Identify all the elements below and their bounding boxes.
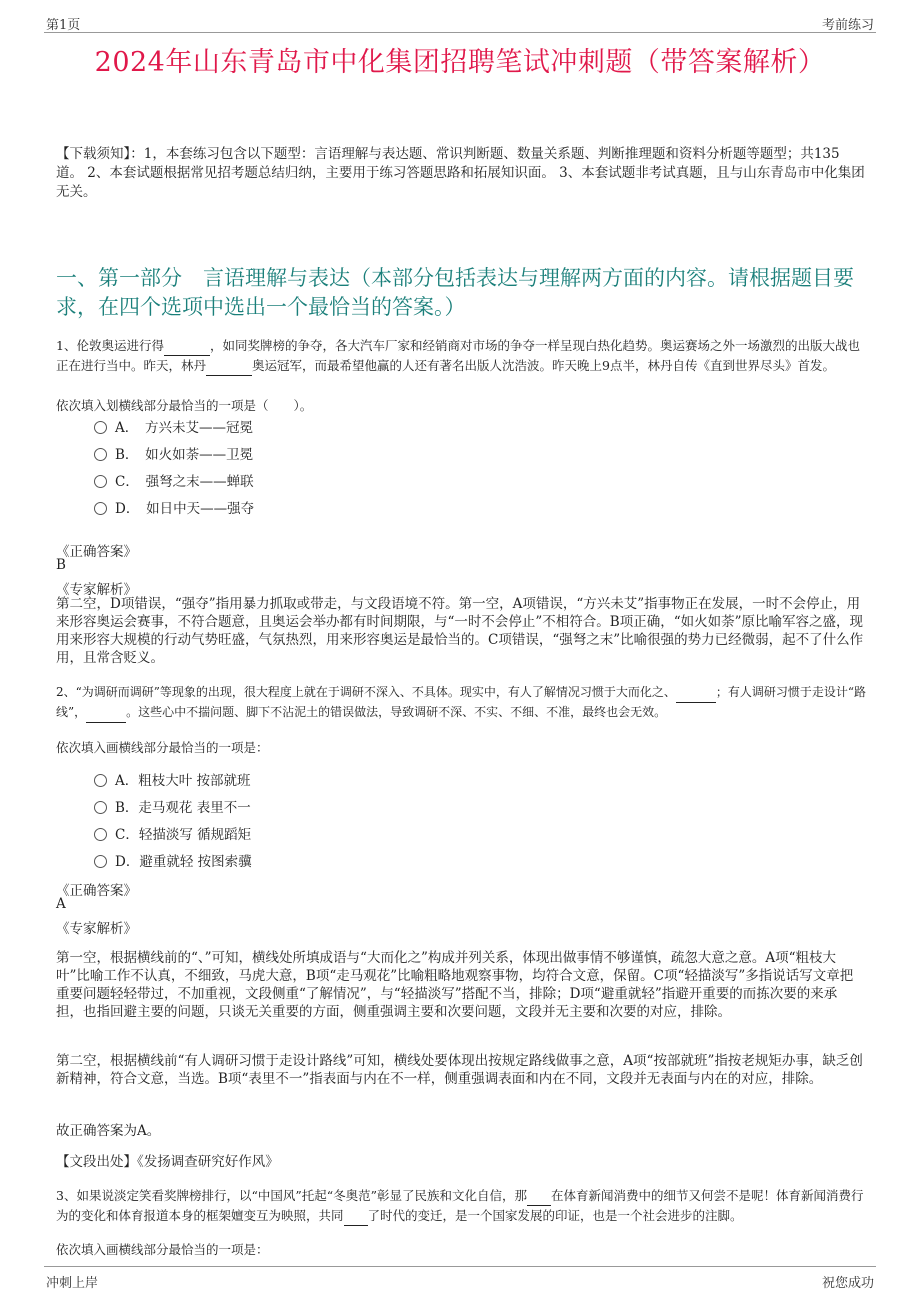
question-1-stem xyxy=(56,336,868,376)
answer-label: 《正确答案》 xyxy=(56,883,137,899)
radio-icon[interactable] xyxy=(94,421,107,434)
blank-line xyxy=(527,1186,551,1206)
question-2-analysis-1: 第一空，根据横线前的“、”可知，横线处所填成语与“大而化之”构成并列关系，体现出做事情不够谨慎，疏忽大意之意。A项“粗枝大叶”比喻工作不认真，不细致，马虎大意，B项“走马观花”比喻粗略地观察事物，均符合文意，保留。C项“轻描淡写”多指说话写文章把重要问题轻轻带过，不加重视，文段侧重“了解情况”，与“轻描淡写”搭配不当，排除；D项“避重就轻”指避开重要的而拣次要的来承担，也指回避主要的问题，只谈无关重要的方面，侧重强调主要和次要问题，文段并无主要和次要的对应，排除。 xyxy=(56,950,854,1020)
blank-line xyxy=(344,1206,368,1226)
option-label: A． 方兴未艾——冠冕 xyxy=(115,420,253,436)
analysis-label: 《专家解析》 xyxy=(56,921,137,937)
blank-line xyxy=(86,703,126,723)
question-3-stem xyxy=(56,1186,868,1226)
question-1-option-b[interactable] xyxy=(94,443,253,463)
option-label: A．粗枝大叶 按部就班 xyxy=(115,773,251,789)
radio-icon[interactable] xyxy=(94,475,107,488)
radio-icon[interactable] xyxy=(94,448,107,461)
footer-right: 祝您成功 xyxy=(821,1276,874,1291)
radio-icon[interactable] xyxy=(94,801,107,814)
question-2-stem xyxy=(56,683,868,723)
option-label: B．走马观花 表里不一 xyxy=(115,800,251,816)
radio-icon[interactable] xyxy=(94,774,107,787)
question-2-option-c[interactable] xyxy=(94,823,251,843)
question-1-text-3: 奥运冠军，而最希望他赢的人还有著名出版人沈浩波。昨天晚上9点半，林丹自传《直到世界尽头》首发。 xyxy=(252,358,835,373)
radio-icon[interactable] xyxy=(94,855,107,868)
question-2-option-a[interactable] xyxy=(94,769,251,789)
question-1-option-d[interactable] xyxy=(94,497,254,517)
analysis-label: 《专家解析》 xyxy=(56,582,137,598)
question-3-text-1: 3、如果说淡定笑看奖牌榜排行，以“中国风”托起“冬奥范”彰显了民族和文化自信，那 xyxy=(56,1188,528,1203)
blank-line xyxy=(206,356,252,376)
question-2-answer: A xyxy=(56,896,66,912)
question-1-answer: B xyxy=(56,557,66,573)
radio-icon[interactable] xyxy=(94,502,107,515)
question-3-prompt: 依次填入画横线部分最恰当的一项是： xyxy=(56,1242,269,1257)
question-1-prompt: 依次填入划横线部分最恰当的一项是（ ）。 xyxy=(56,398,313,413)
page-header xyxy=(44,10,876,33)
question-3-text-3: 了时代的变迁，是一个国家发展的印证，也是一个社会进步的注脚。 xyxy=(367,1208,743,1223)
question-2-text-2: ；有人调研习惯于走设计“路线”， xyxy=(56,685,867,719)
question-2-prompt: 依次填入画横线部分最恰当的一项是： xyxy=(56,740,269,755)
question-2-source: 【文段出处】《发扬调查研究好作风》 xyxy=(56,1154,279,1170)
question-1-analysis: 第二空，D项错误，“强夺”指用暴力抓取或带走，与文段语境不符。第一空，A项错误，“方兴未艾”指事物正在发展，一时不会停止，用来形容奥运会赛事，不符合题意，且奥运会举办都有时间期限，与“一时不会停止”不相符合。B项正确，“如火如荼”原比喻军容之盛，现用来形容大规模的行动气势旺盛，气氛热烈，用来形容奥运是最恰当的。C项错误，“强弩之末”比喻很强的势力已经微弱，起不了什么作用，且常含贬义。 xyxy=(56,596,864,666)
question-2-option-d[interactable] xyxy=(94,850,252,870)
question-1-option-a[interactable] xyxy=(94,416,253,436)
option-label: C． 强弩之末——蝉联 xyxy=(115,474,254,490)
blank-line xyxy=(676,683,716,703)
question-2-text-1: 2、“为调研而调研”等现象的出现，很大程度上就在于调研不深入、不具体。现实中，有人了解情况习惯于大而化之、 xyxy=(56,685,676,699)
radio-icon[interactable] xyxy=(94,828,107,841)
answer-label: 《正确答案》 xyxy=(56,544,137,560)
page-number: 第1页 xyxy=(46,18,81,33)
footer-left: 冲刺上岸 xyxy=(46,1276,99,1291)
header-tag: 考前练习 xyxy=(821,18,874,33)
question-2-text-3: 。这些心中不揣问题、脚下不沾泥土的错误做法，导致调研不深、不实、不细、不准，最终也会无效。 xyxy=(126,705,667,719)
document-title: 2024年山东青岛市中化集团招聘笔试冲刺题（带答案解析） xyxy=(94,47,826,78)
section-heading: 一、第一部分 言语理解与表达（本部分包括表达与理解两方面的内容。请根据题目要求，在四个选项中选出一个最恰当的答案。） xyxy=(56,266,854,319)
question-1-text-2: ，如同奖牌榜的争夺，各大汽车厂家和经销商对市场的争夺一样呈现白热化趋势。奥运赛场之外一场激烈的出版大战也正在进行当中。昨天，林丹 xyxy=(56,338,860,373)
option-label: D．避重就轻 按图索骥 xyxy=(115,854,252,870)
question-2-analysis-2: 第二空，根据横线前“有人调研习惯于走设计路线”可知，横线处要体现出按规定路线做事之意，A项“按部就班”指按老规矩办事，缺乏创新精神，符合文意，当选。B项“表里不一”指表面与内在不一样，侧重强调表面和内在不同，文段并无表面与内在的对应，排除。 xyxy=(56,1053,863,1087)
option-label: B． 如火如荼——卫冕 xyxy=(115,447,254,463)
question-1-text-1: 1、伦敦奥运进行得 xyxy=(56,338,164,353)
question-3-text-2: 在体育新闻消费中的细节又何尝不是呢！体育新闻消费行为的变化和体育报道本身的框架嬗变互为映照，共同 xyxy=(56,1188,864,1223)
question-1-option-c[interactable] xyxy=(94,470,254,490)
option-label: C．轻描淡写 循规蹈矩 xyxy=(115,827,252,843)
option-label: D． 如日中天——强夺 xyxy=(115,501,255,517)
page-footer xyxy=(44,1266,876,1291)
blank-line xyxy=(164,336,210,356)
question-2-conclusion: 故正确答案为A。 xyxy=(56,1123,161,1139)
question-2-option-b[interactable] xyxy=(94,796,251,816)
download-notice: 【下载须知】：1，本套练习包含以下题型：言语理解与表达题、常识判断题、数量关系题、判断推理题和资料分析题等题型；共135道。 2、本套试题根据常见招考题总结归纳，主要用于练习答题思路和拓展知识面。 3、本套试题非考试真题，且与山东青岛市中化集团无关。 xyxy=(56,146,865,200)
